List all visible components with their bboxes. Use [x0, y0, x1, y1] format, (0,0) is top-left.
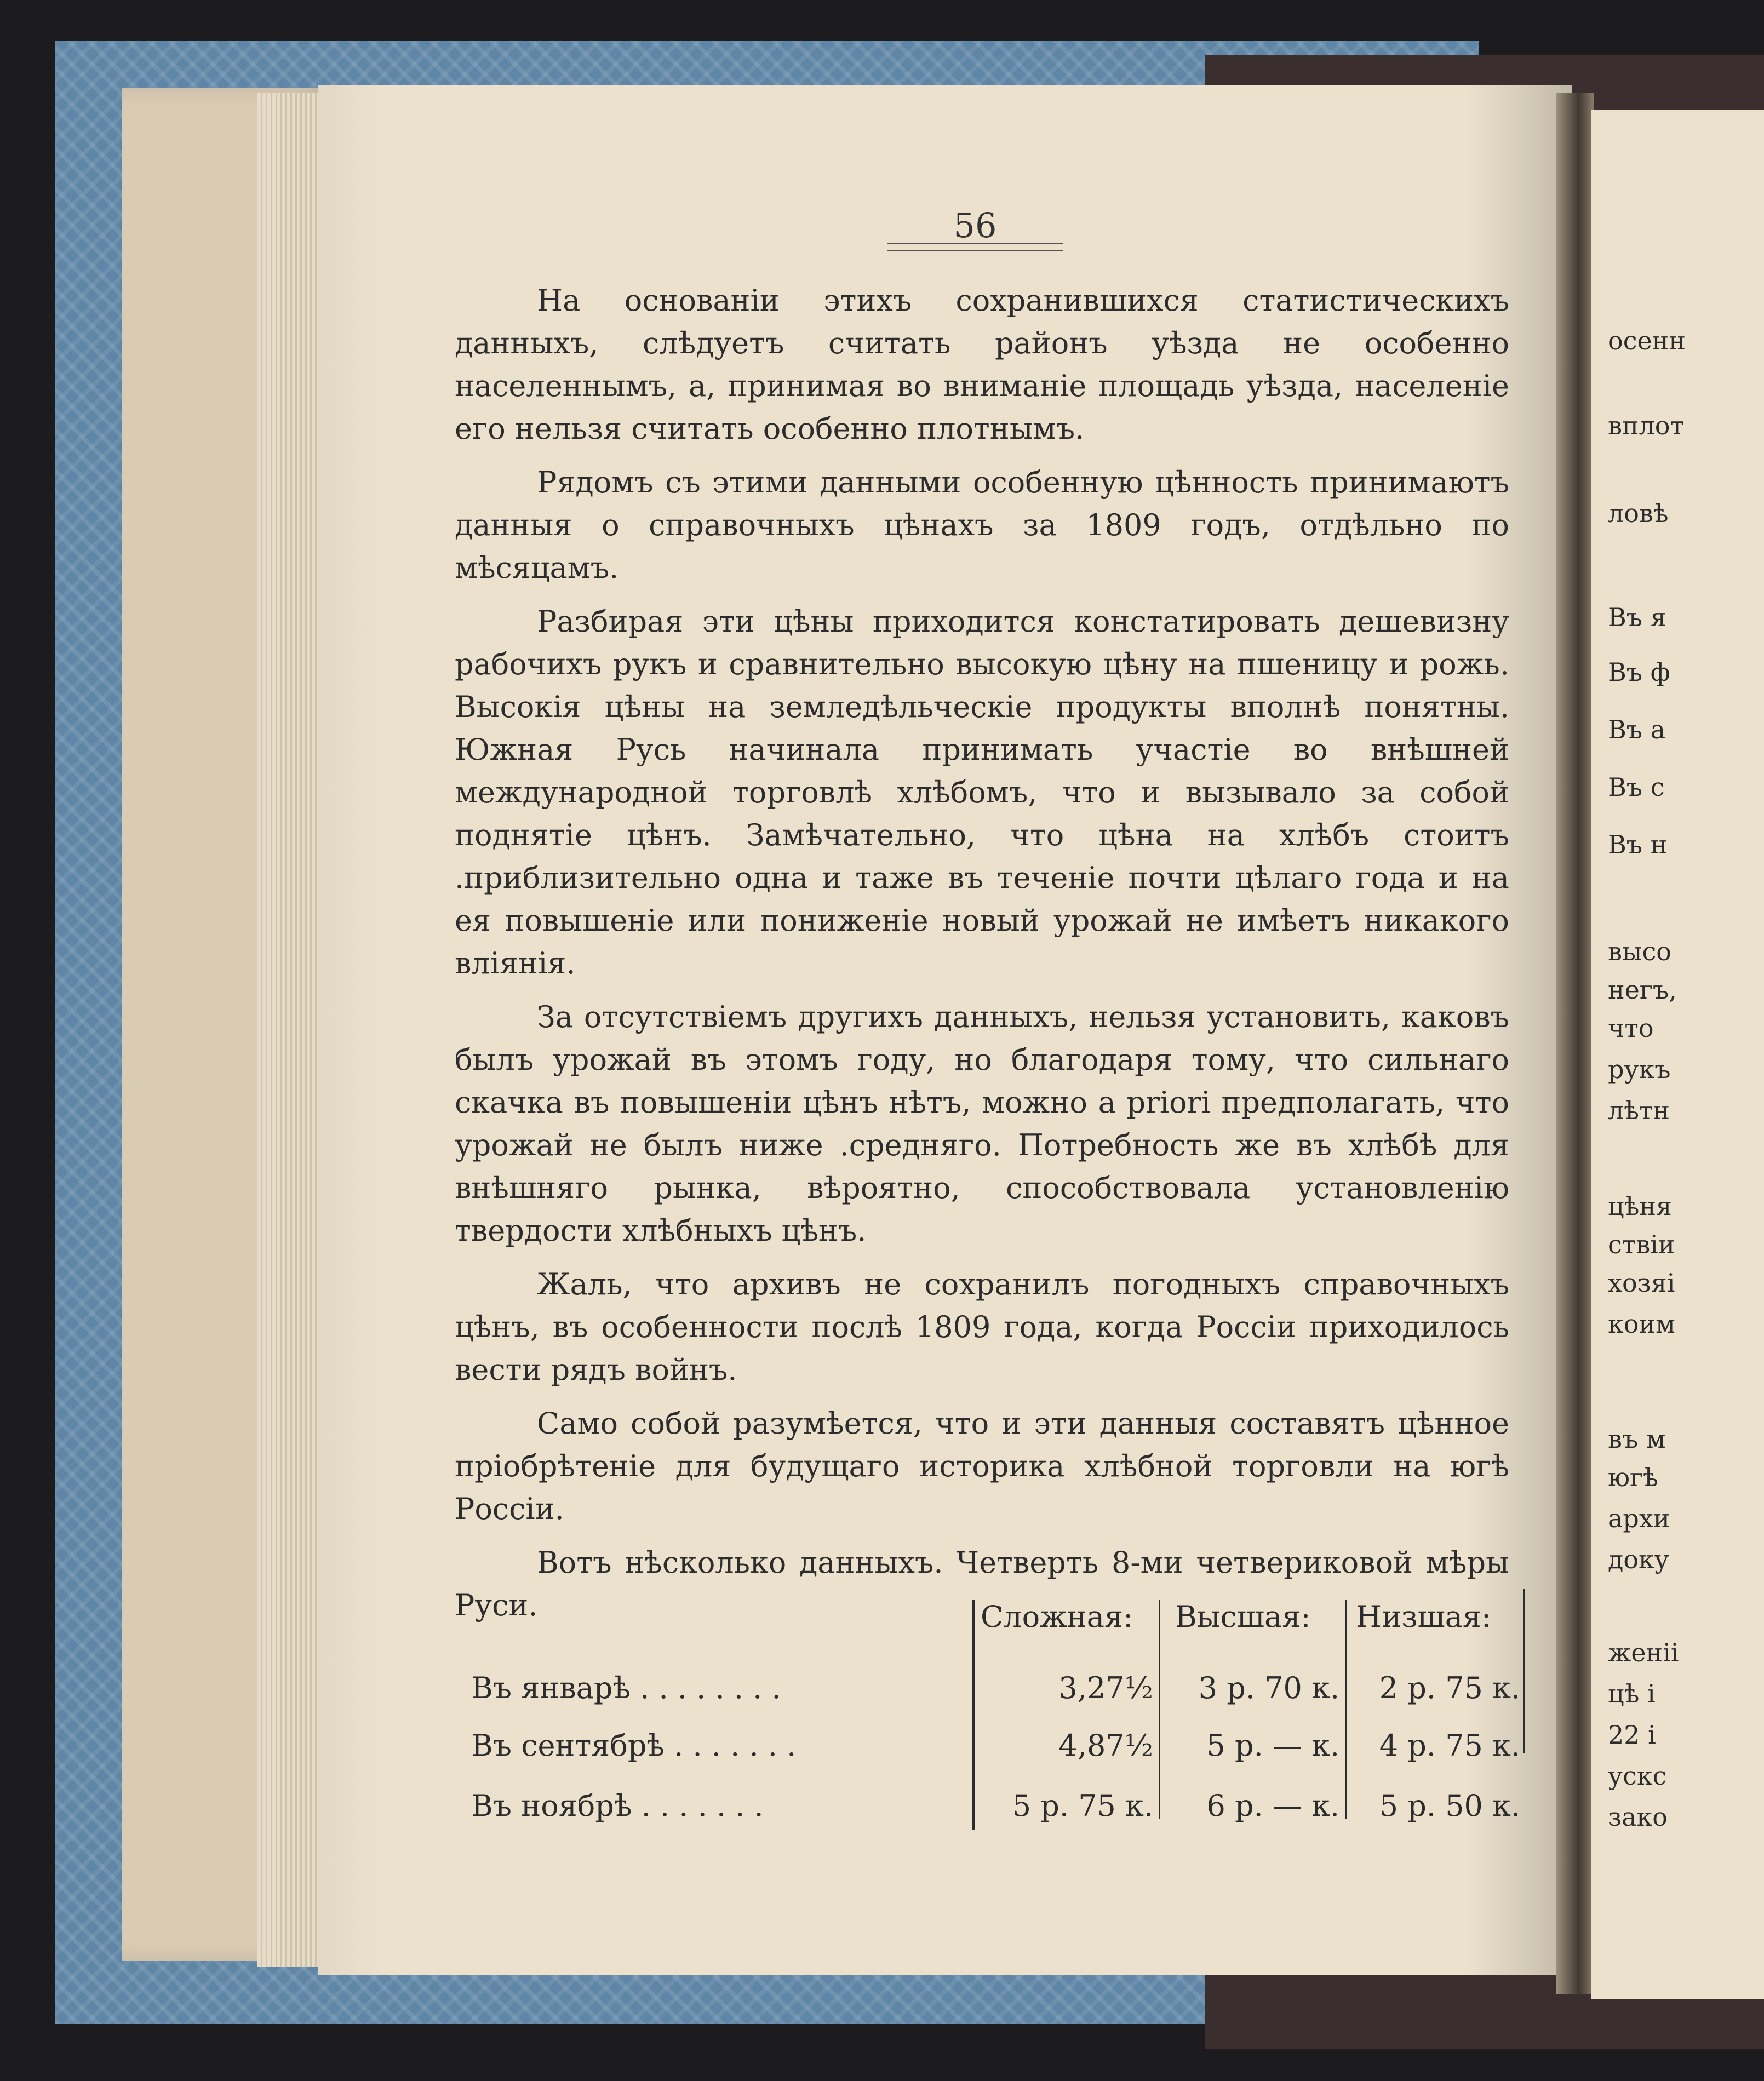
paragraph: Вотъ нѣсколько данныхъ. Четверть 8-ми четвериковой мѣры Руси. — [455, 1545, 1509, 1623]
right-page-fragment: Въ а — [1608, 715, 1666, 744]
table-header: Высшая: — [1175, 1600, 1311, 1634]
right-page-fragment: рукъ — [1608, 1054, 1671, 1084]
right-page-fragment: цѣ і — [1608, 1679, 1656, 1709]
table-row-label: Въ ноябрѣ . . . . . . . — [471, 1788, 764, 1823]
table-cell: 3 р. 70 к. — [1198, 1671, 1339, 1705]
page-number-rule — [887, 243, 1063, 251]
table-rule — [1345, 1600, 1347, 1819]
right-page-fragment: ускс — [1608, 1761, 1667, 1791]
right-page-fragment: Въ н — [1608, 830, 1668, 859]
table-rule — [972, 1600, 975, 1830]
right-page-fragment: Въ я — [1608, 603, 1666, 632]
table-cell: 3,27½ — [1058, 1671, 1153, 1705]
right-page-fragment: югѣ — [1608, 1463, 1658, 1492]
right-page-fragment: ствіи — [1608, 1230, 1675, 1259]
right-page-fragment: доку — [1608, 1545, 1669, 1574]
paragraph: Разбирая эти цѣны приходится констатировать дешевизну рабочихъ рукъ и сравнительно высокую цѣну на пшеницу и рожь. Высокія цѣны на земледѣльческіе продукты вполнѣ понятны. Южная Русь начинала принимать участіе во внѣшней международной торговлѣ хлѣбомъ, что и вызывало за собой поднятіе цѣнъ. Замѣчательно, что цѣна на хлѣбъ стоитъ .приблизительно одна и таже въ теченіе почти цѣлаго года и на ея повышеніе или пониженіе новый урожай не имѣетъ никакого вліянія. — [455, 604, 1509, 981]
paragraph: На основаніи этихъ сохранившихся статистическихъ данныхъ, слѣдуетъ считать районъ уѣзда не особенно населеннымъ, а, принимая во вниманіе площадь уѣзда, населеніе его нельзя считать особенно плотнымъ. — [455, 283, 1509, 446]
book-gutter — [1556, 93, 1594, 1994]
paragraph: Жаль, что архивъ не сохранилъ погодныхъ справочныхъ цѣнъ, въ особенности послѣ 1809 года, когда Россіи приходилось вести рядъ войнъ. — [455, 1267, 1509, 1387]
right-page-fragment: Въ ф — [1608, 657, 1670, 687]
paragraph: Рядомъ съ этими данными особенную цѣнность принимаютъ данныя о справочныхъ цѣнахъ за 1809 годъ, отдѣльно по мѣсяцамъ. — [455, 465, 1509, 585]
table-cell: 5 р. — к. — [1206, 1728, 1339, 1763]
right-page-fragment: осенн — [1608, 326, 1686, 356]
right-page-fragment: высо — [1608, 937, 1671, 966]
table-cell: 5 р. 50 к. — [1379, 1788, 1520, 1823]
right-page-fragment: 22 і — [1608, 1720, 1656, 1750]
table-cell: 5 р. 75 к. — [1012, 1788, 1153, 1823]
right-page-fragment: ловѣ — [1608, 498, 1669, 528]
right-page-fragment: цѣня — [1608, 1191, 1672, 1221]
right-page-fragment: Въ с — [1608, 772, 1665, 802]
right-page-fragment: женіі — [1608, 1638, 1679, 1667]
right-page-fragment: вплот — [1608, 411, 1684, 440]
table-row-label: Въ январѣ . . . . . . . . — [471, 1671, 781, 1705]
right-page-fragment: негъ, — [1608, 975, 1677, 1005]
right-page-fragment: коим — [1608, 1309, 1675, 1339]
body-text — [455, 279, 1509, 1638]
right-page-fragment: хозяі — [1608, 1268, 1675, 1298]
right-page-fragment: зако — [1608, 1802, 1668, 1832]
price-table — [471, 1589, 1528, 1873]
paragraph: За отсутствіемъ другихъ данныхъ, нельзя установить, каковъ былъ урожай въ этомъ году, но благодаря тому, что сильнаго скачка въ повышеніи цѣнъ нѣтъ, можно a priori предполагать, что урожай не былъ ниже .средняго. Потребность же въ хлѣбѣ для внѣшняго рынка, вѣроятно, способствовала установленію твердости хлѣбныхъ цѣнъ. — [455, 1000, 1509, 1248]
table-cell: 2 р. 75 к. — [1379, 1671, 1520, 1705]
table-header: Сложная: — [981, 1600, 1133, 1634]
table-row-label: Въ сентябрѣ . . . . . . . — [471, 1728, 797, 1763]
right-page-fragment: въ м — [1608, 1424, 1666, 1454]
right-page — [1591, 110, 1764, 1999]
paragraph: Само собой разумѣется, что и эти данныя составятъ цѣнное пріобрѣтеніе для будущаго историка хлѣбной торговли на югѣ Россіи. — [455, 1406, 1509, 1526]
right-page-fragment: что — [1608, 1013, 1654, 1043]
page-number: 56 — [953, 205, 997, 245]
table-rule — [1523, 1589, 1525, 1753]
right-page-fragment: лѣтн — [1608, 1096, 1670, 1125]
right-page-fragment: архи — [1608, 1504, 1670, 1533]
table-rule — [1159, 1600, 1160, 1819]
table-header: Низшая: — [1356, 1600, 1492, 1634]
table-cell: 4 р. 75 к. — [1379, 1728, 1520, 1763]
table-cell: 6 р. — к. — [1206, 1788, 1339, 1823]
table-cell: 4,87½ — [1058, 1728, 1153, 1763]
